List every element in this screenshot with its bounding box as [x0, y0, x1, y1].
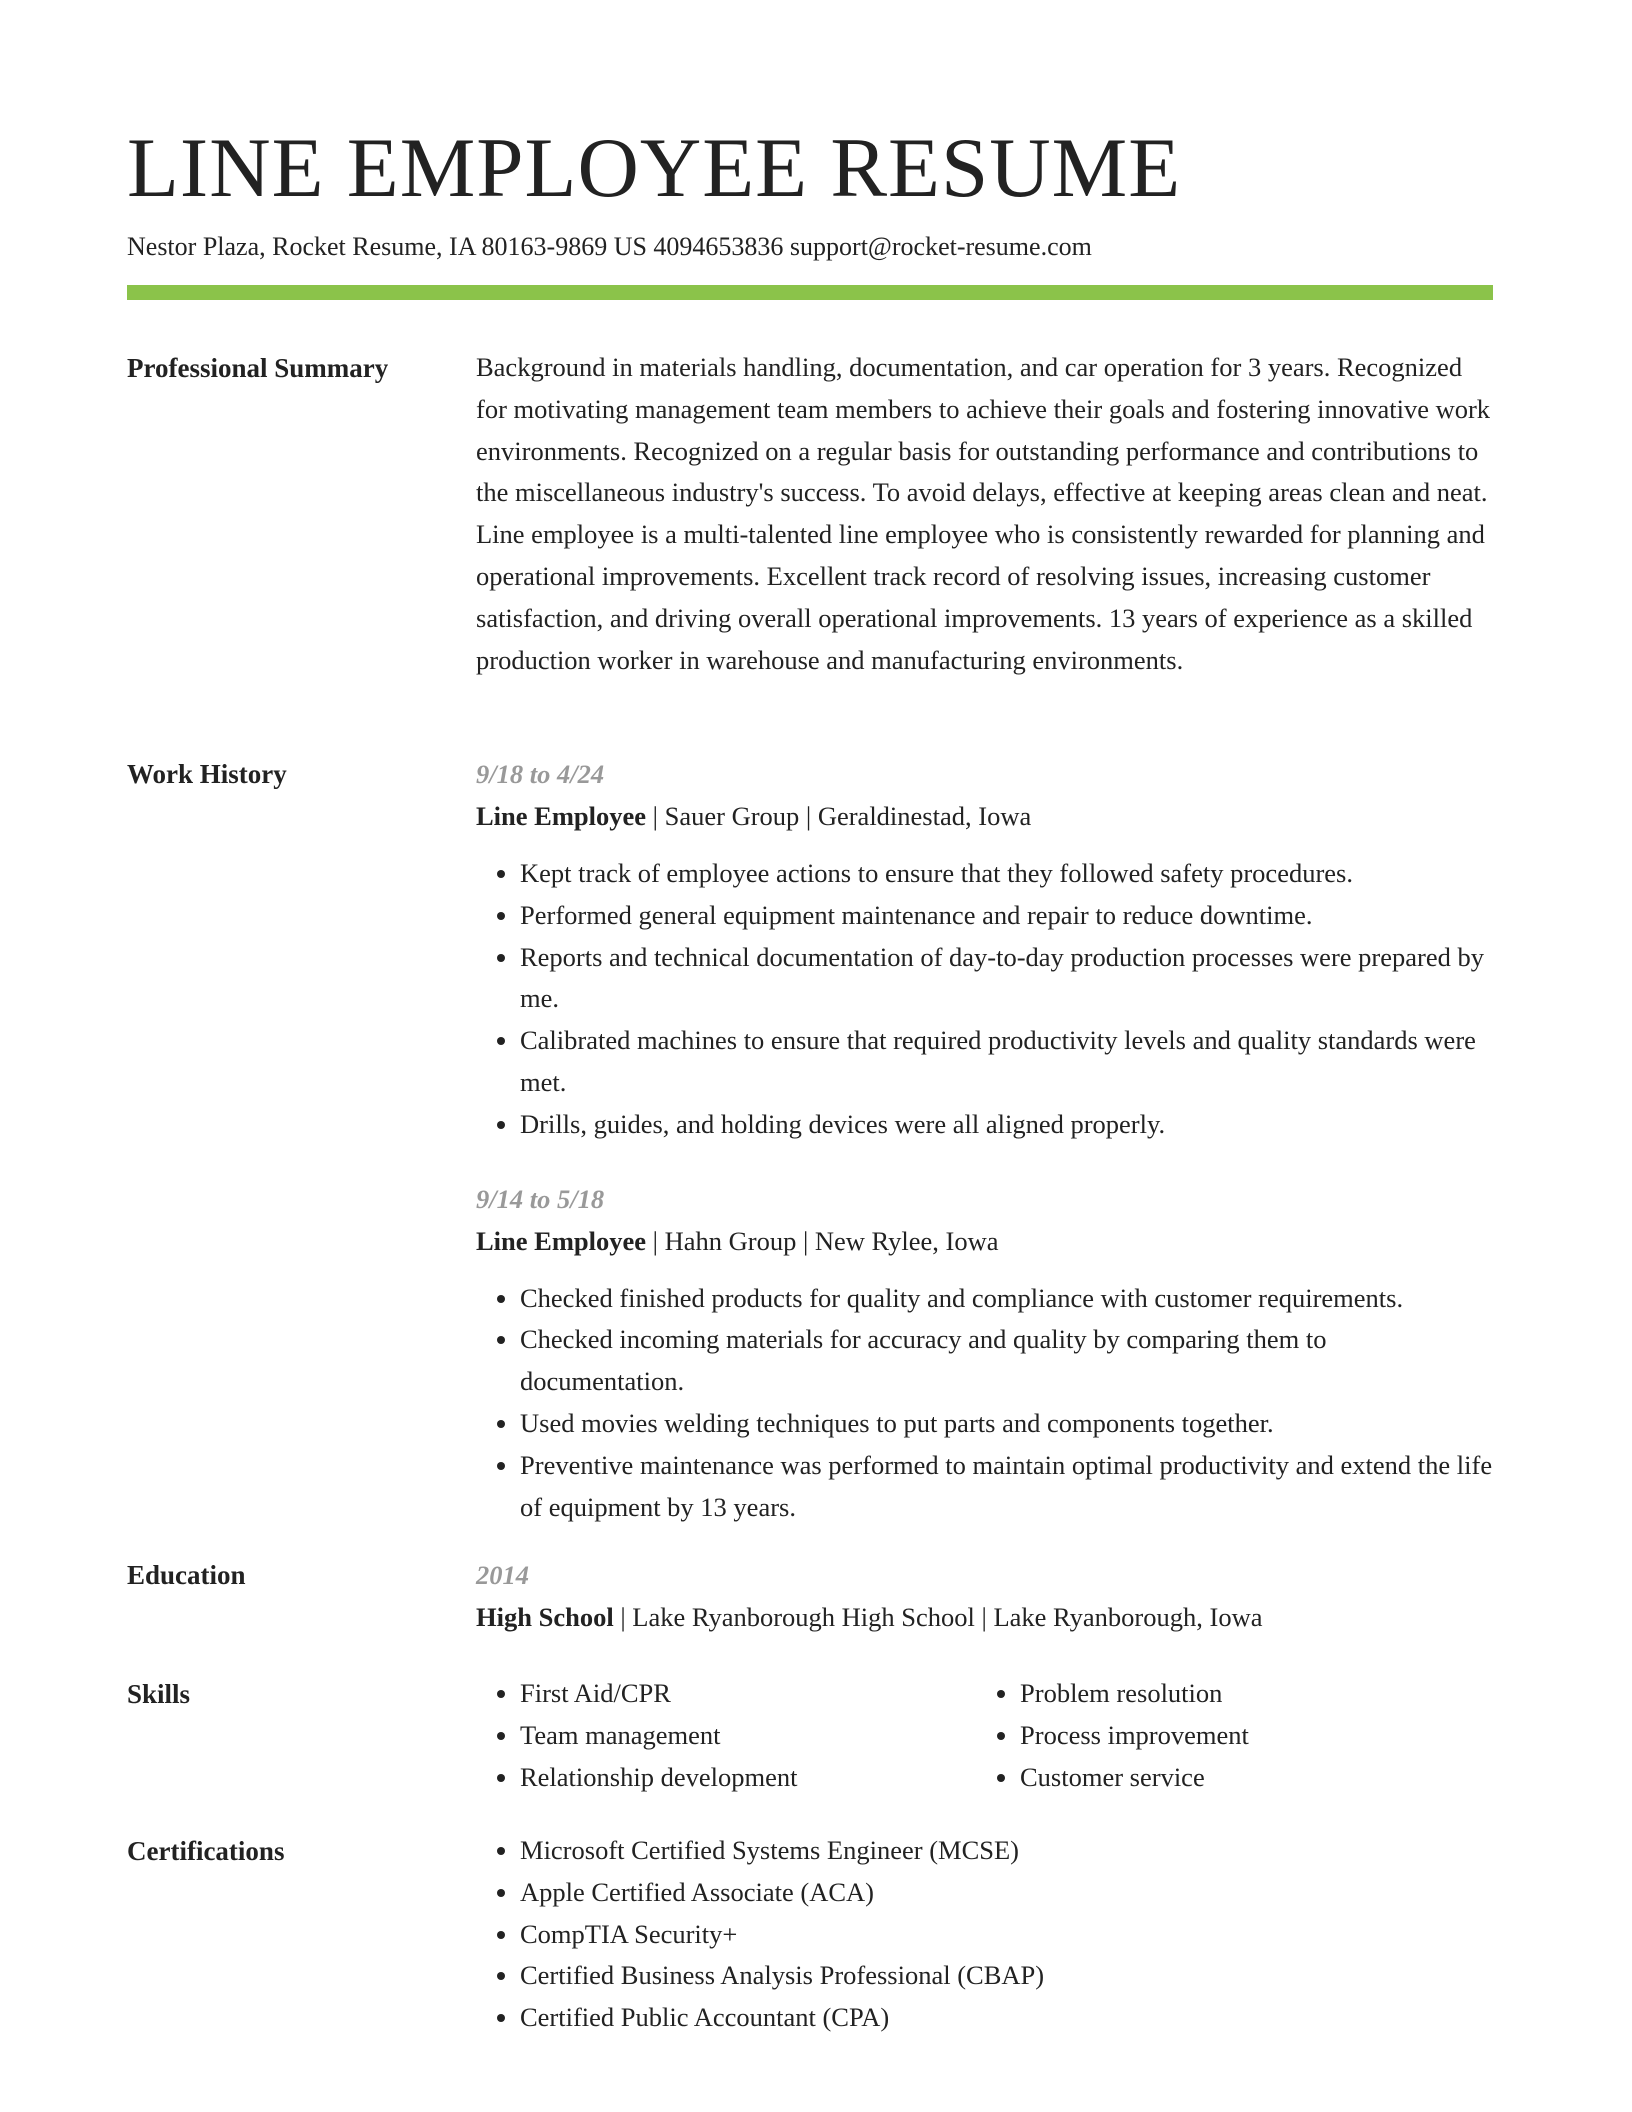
job-details: | Sauer Group | Geraldinestad, Iowa	[646, 801, 1032, 831]
list-item: • Process improvement	[1020, 1715, 1476, 1757]
contact-info: Nestor Plaza, Rocket Resume, IA 80163-9869 US 4094653836 support@rocket-resume.com	[127, 232, 1092, 261]
list-item: • Certified Public Accountant (CPA)	[520, 1997, 1493, 2039]
list-item: • Drills, guides, and holding devices were all aligned properly.	[520, 1104, 1493, 1146]
job-title: Line Employee	[476, 1225, 647, 1256]
list-item: • Calibrated machines to ensure that required productivity levels and quality standards were met.	[520, 1020, 1493, 1104]
education-degree: High School	[476, 1602, 614, 1632]
list-item: • Used movies welding techniques to put parts and components together.	[520, 1403, 1493, 1445]
section-label-education: Education	[127, 1560, 246, 1590]
job-details: | Hahn Group | New Rylee, Iowa	[646, 1225, 999, 1256]
skills-column-1	[476, 1673, 976, 1798]
skills-body	[476, 1673, 1493, 1798]
job-bullets	[476, 1278, 1493, 1529]
job-dates: 9/18 to 4/24	[476, 759, 605, 789]
list-item: • Customer service	[1020, 1757, 1476, 1799]
education-details: | Lake Ryanborough High School | Lake Ryanborough, Iowa	[613, 1602, 1263, 1632]
job-entry	[476, 1178, 1493, 1529]
resume-title: LINE EMPLOYEE RESUME	[127, 121, 1182, 215]
list-item: • Performed general equipment maintenance and repair to reduce downtime.	[520, 895, 1493, 937]
work-history-body	[476, 753, 1493, 1528]
list-item: • Checked finished products for quality and compliance with customer requirements.	[520, 1278, 1493, 1320]
list-item: • Certified Business Analysis Professional (CBAP)	[520, 1955, 1493, 1997]
header-divider	[127, 285, 1493, 300]
list-item: • Team management	[520, 1715, 976, 1757]
skills-grid	[476, 1673, 1493, 1798]
section-label-skills: Skills	[127, 1679, 191, 1709]
list-item: • Kept track of employee actions to ensure that they followed safety procedures.	[520, 853, 1493, 895]
list-item: • Checked incoming materials for accuracy and quality by comparing them to documentation.	[520, 1319, 1493, 1403]
job-heading	[476, 1220, 1493, 1262]
list-item: • Problem resolution	[1020, 1673, 1476, 1715]
section-label-certifications: Certifications	[127, 1836, 285, 1866]
certifications-body	[476, 1830, 1493, 2039]
job-dates: 9/14 to 5/18	[476, 1183, 605, 1214]
section-label-work-history: Work History	[127, 759, 287, 789]
education-date: 2014	[476, 1560, 529, 1590]
job-title: Line Employee	[476, 801, 647, 831]
list-item: • First Aid/CPR	[520, 1673, 976, 1715]
summary-text: Background in materials handling, documentation, and car operation for 3 years. Recognized for motivating management team members to achieve their goals and fostering innovative work environments. Recognized on a regular basis for outstanding performance and contributions to the miscellaneous industry's success. To avoid delays, effective at keeping areas clean and neat. Line employee is a multi-talented line employee who is consistently rewarded for planning and operational improvements. Excellent track record of resolving issues, increasing customer satisfaction, and driving overall operational improvements. 13 years of experience as a skilled production worker in warehouse and manufacturing environments.	[476, 352, 1491, 675]
job-entry	[476, 753, 1493, 1146]
section-label-summary: Professional Summary	[127, 353, 389, 383]
list-item: • Relationship development	[520, 1757, 976, 1799]
skills-column-2	[976, 1673, 1476, 1798]
summary-body	[476, 347, 1493, 681]
list-item: • Apple Certified Associate (ACA)	[520, 1872, 1493, 1914]
certifications-list	[476, 1830, 1493, 2039]
list-item: • CompTIA Security+	[520, 1914, 1493, 1956]
education-heading	[476, 1596, 1493, 1638]
list-item: • Preventive maintenance was performed to maintain optimal productivity and extend the life of equipment by 13 years.	[520, 1445, 1493, 1529]
job-bullets	[476, 853, 1493, 1146]
education-body	[476, 1554, 1493, 1638]
job-heading	[476, 795, 1493, 837]
list-item: • Reports and technical documentation of day-to-day production processes were prepared by me.	[520, 937, 1493, 1021]
list-item: • Microsoft Certified Systems Engineer (MCSE)	[520, 1830, 1493, 1872]
